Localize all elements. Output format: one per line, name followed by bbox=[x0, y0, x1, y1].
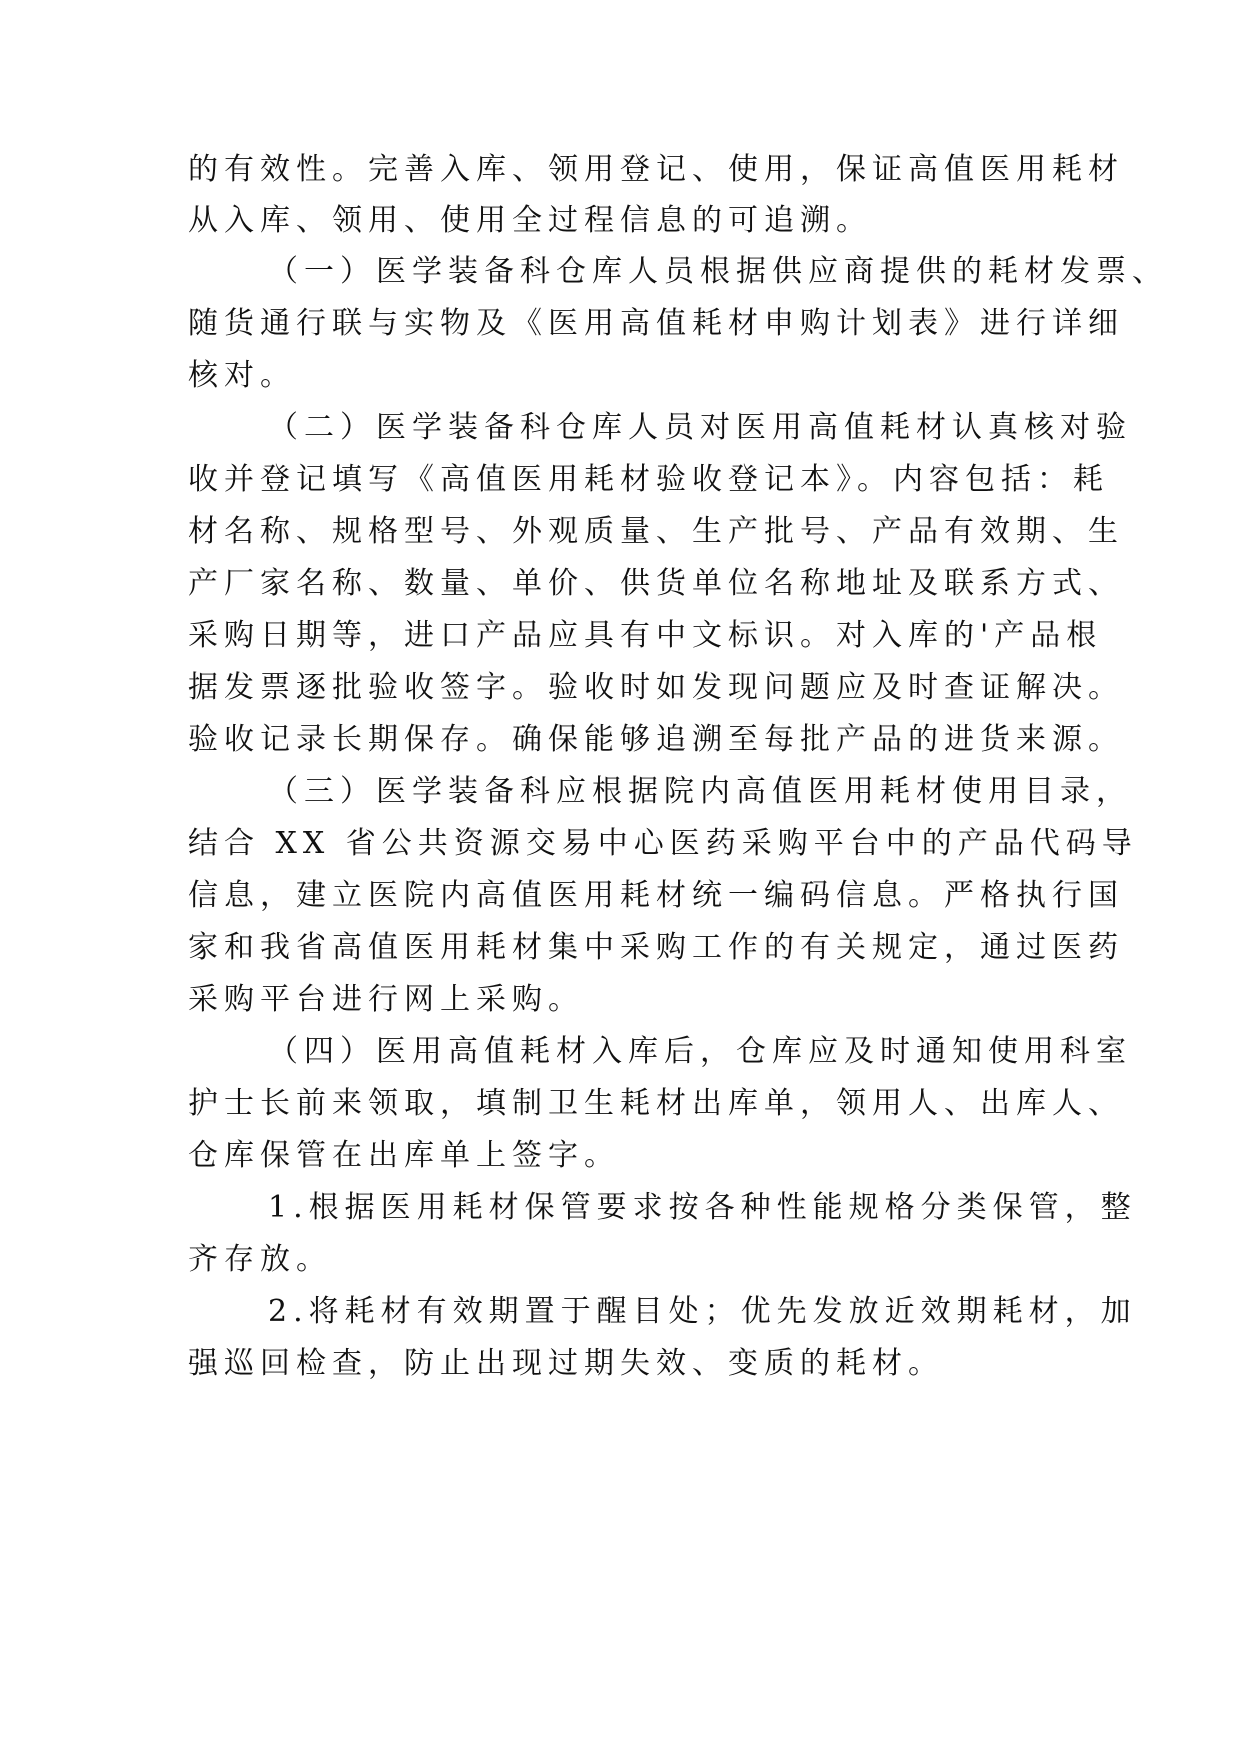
text-line: 采购日期等，进口产品应具有中文标识。对入库的'产品根 bbox=[188, 618, 1103, 653]
text-line: 随货通行联与实物及《医用高值耗材申购计划表》进行详细 bbox=[188, 306, 1124, 341]
text-line: 采购平台进行网上采购。 bbox=[188, 982, 584, 1017]
text-line: 材名称、规格型号、外观质量、生产批号、产品有效期、生 bbox=[188, 514, 1124, 549]
list-item-2-start: 2.将耗材有效期置于醒目处；优先发放近效期耗材，加 bbox=[268, 1294, 1137, 1329]
text-line: 验收记录长期保存。确保能够追溯至每批产品的进货来源。 bbox=[188, 722, 1124, 757]
paragraph-3-start: （三）医学装备科应根据院内高值医用耗材使用目录， bbox=[268, 774, 1132, 809]
text-line: 护士长前来领取，填制卫生耗材出库单，领用人、出库人、 bbox=[188, 1086, 1124, 1121]
text-line: 家和我省高值医用耗材集中采购工作的有关规定，通过医药 bbox=[188, 930, 1124, 965]
text-line: 产厂家名称、数量、单价、供货单位名称地址及联系方式、 bbox=[188, 566, 1124, 601]
text-line: 齐存放。 bbox=[188, 1242, 332, 1277]
text-line: 的有效性。完善入库、领用登记、使用，保证高值医用耗材 bbox=[188, 152, 1124, 187]
paragraph-4-start: （四）医用高值耗材入库后，仓库应及时通知使用科室 bbox=[268, 1034, 1132, 1069]
text-line: 收并登记填写《高值医用耗材验收登记本》。内容包括：耗 bbox=[188, 462, 1109, 497]
text-line: 从入库、领用、使用全过程信息的可追溯。 bbox=[188, 203, 872, 238]
text-line: 信息，建立医院内高值医用耗材统一编码信息。严格执行国 bbox=[188, 878, 1124, 913]
list-item-1-start: 1.根据医用耗材保管要求按各种性能规格分类保管，整 bbox=[268, 1190, 1137, 1225]
paragraph-2-start: （二）医学装备科仓库人员对医用高值耗材认真核对验 bbox=[268, 410, 1132, 445]
text-line: 仓库保管在出库单上签字。 bbox=[188, 1138, 620, 1173]
text-line: 结合 XX 省公共资源交易中心医药采购平台中的产品代码导 bbox=[188, 826, 1138, 861]
text-line: 强巡回检查，防止出现过期失效、变质的耗材。 bbox=[188, 1346, 944, 1381]
paragraph-1-start: （一）医学装备科仓库人员根据供应商提供的耗材发票、 bbox=[268, 254, 1168, 289]
text-line: 据发票逐批验收签字。验收时如发现问题应及时查证解决。 bbox=[188, 670, 1124, 705]
text-line: 核对。 bbox=[188, 358, 296, 393]
